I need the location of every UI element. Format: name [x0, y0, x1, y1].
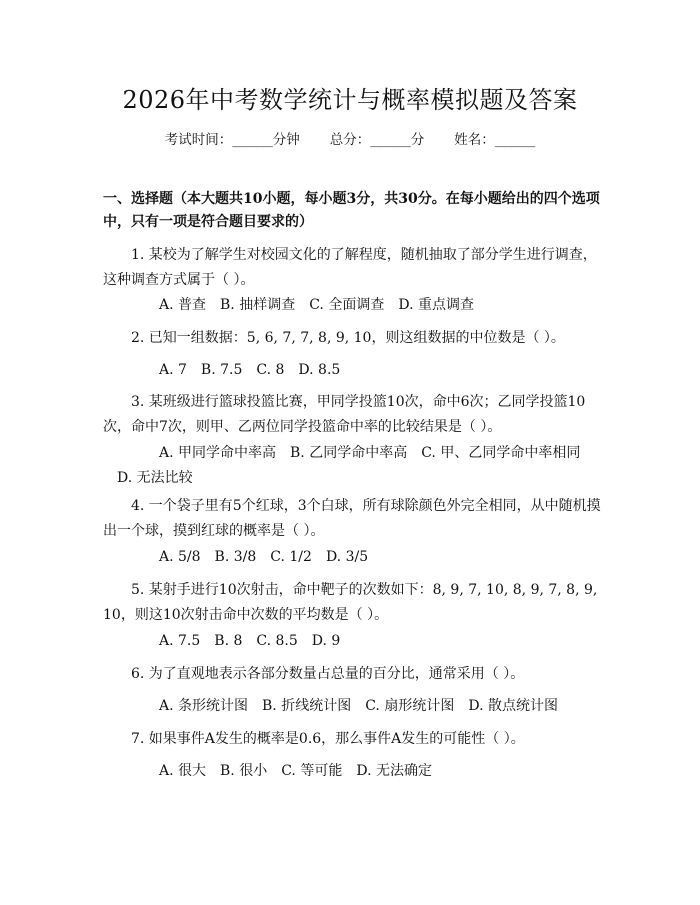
question-3-options [103, 441, 603, 491]
exam-meta-line [0, 130, 700, 150]
question-4-option-d: D. 3/5 [325, 549, 369, 565]
question-6-stem: 6. 为了直观地表示各部分数量占总量的百分比，通常采用（ ）。 [131, 666, 525, 682]
total-score-field: 总分：______分 [329, 132, 425, 148]
question-5-stem: 5. 某射手进行10次射击，命中靶子的次数如下：8, 9, 7, 10, 8, 9, 7, 8, 9, 10，则这10次射击命中次数的平均数是（ ）。 [103, 582, 598, 623]
question-3-stem: 3. 某班级进行篮球投篮比赛，甲同学投篮10次，命中6次；乙同学投篮10次，命中7次，则甲、乙两位同学投篮命中率的比较结果是（ ）。 [103, 394, 586, 435]
question-2-option-b: B. 7.5 [200, 362, 243, 378]
question-1-option-a: A. 普查 [159, 297, 207, 313]
question-7-options [103, 759, 603, 784]
question-6-option-d: D. 散点统计图 [468, 698, 558, 714]
question-4-option-a: A. 5/8 [159, 549, 201, 565]
question-6-option-b: B. 折线统计图 [262, 698, 352, 714]
question-3-option-a: A. 甲同学命中率高 [159, 445, 277, 461]
question-3-option-c: C. 甲、乙同学命中率相同 [421, 445, 581, 461]
question-7-option-c: C. 等可能 [281, 763, 343, 779]
question-1-option-b: B. 抽样调查 [220, 297, 296, 313]
question-2-options [103, 358, 603, 383]
question-3-option-d: D. 无法比较 [117, 470, 193, 486]
student-name-field: 姓名：______ [454, 132, 536, 148]
question-2-option-c: C. 8 [256, 362, 285, 378]
question-6-option-c: C. 扇形统计图 [365, 698, 455, 714]
question-7-option-d: D. 无法确定 [356, 763, 432, 779]
question-6-option-a: A. 条形统计图 [159, 698, 249, 714]
question-5-option-a: A. 7.5 [159, 633, 201, 649]
question-4-options [103, 545, 603, 570]
exam-time-field: 考试时间：______分钟 [164, 132, 300, 148]
question-1-option-d: D. 重点调查 [398, 297, 474, 313]
question-1-stem: 1. 某校为了解学生对校园文化的了解程度，随机抽取了部分学生进行调查，这种调查方式属于（ ）。 [103, 247, 597, 288]
question-5-option-d: D. 9 [311, 633, 341, 649]
question-7-option-a: A. 很大 [159, 763, 207, 779]
question-4-option-c: C. 1/2 [270, 549, 312, 565]
question-2-option-d: D. 8.5 [298, 362, 341, 378]
question-3-option-b: B. 乙同学命中率高 [290, 445, 408, 461]
question-2-stem: 2. 已知一组数据：5, 6, 7, 7, 8, 9, 10，则这组数据的中位数是（ ）。 [131, 330, 565, 346]
question-6-options [103, 694, 603, 719]
question-7-option-b: B. 很小 [220, 763, 268, 779]
question-5-option-c: C. 8.5 [256, 633, 298, 649]
question-2-option-a: A. 7 [159, 362, 187, 378]
question-5-options [103, 629, 603, 654]
question-7-stem: 7. 如果事件A发生的概率是0.6，那么事件A发生的可能性（ ）。 [131, 731, 525, 747]
question-1-options [103, 293, 603, 318]
question-1-option-c: C. 全面调查 [309, 297, 385, 313]
question-4-option-b: B. 3/8 [214, 549, 257, 565]
question-4-stem: 4. 一个袋子里有5个红球，3个白球，所有球除颜色外完全相同，从中随机摸出一个球，摸到红球的概率是（ ）。 [103, 498, 601, 539]
page-title: 2026年中考数学统计与概率模拟题及答案 [122, 86, 578, 114]
question-5-option-b: B. 8 [214, 633, 243, 649]
section-heading-multiple-choice: 一、选择题（本大题共10小题，每小题3分，共30分。在每小题给出的四个选项中，只有一项是符合题目要求的） [103, 191, 600, 230]
